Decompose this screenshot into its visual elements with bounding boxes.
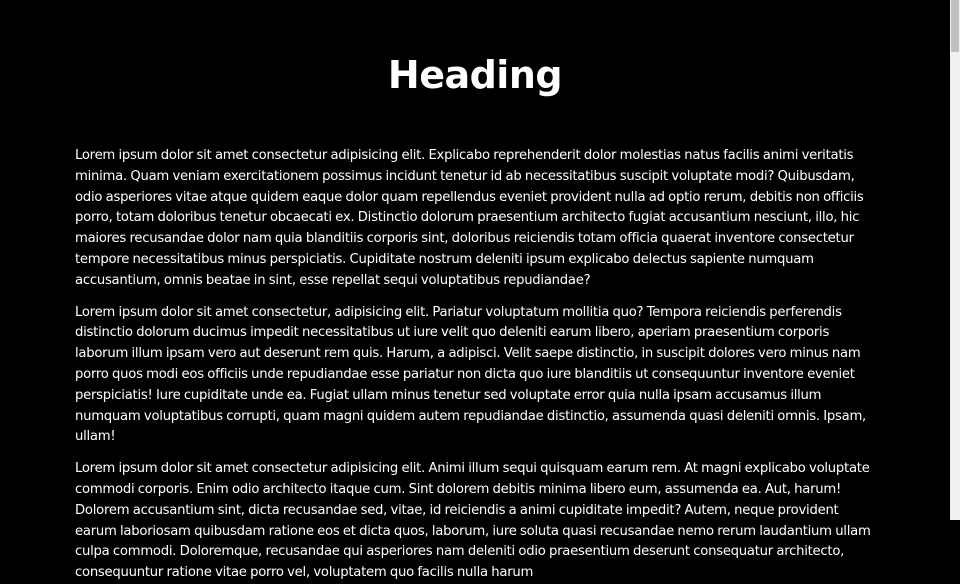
paragraph-1: Lorem ipsum dolor sit amet consectetur adipisicing elit. Explicabo reprehenderit dolor molestias natus facilis animi veritatis minima. Quam veniam exercitationem possimus incidunt tenetur id ab necessitatibus suscipit voluptate modi? Quibusdam, odio asperiores vitae atque quidem eaque dolor quam repellendus eveniet provident nulla ad optio rerum, debitis non officiis porro, totam doloribus tenetur obcaecati ex. Distinctio dolorum praesentium architecto fugiat accusantium nesciunt, illo, hic maiores recusandae dolor nam quia blanditiis corporis sint, doloribus reiciendis totam officia quaerat inventore consectetur tempore necessitatibus minus perspiciatis. Cupiditate nostrum deleniti ipsum explicabo delectus sapiente numquam accusantium, omnis beatae in sint, esse repellat sequi voluptatibus repudiandae? — [75, 148, 864, 288]
paragraph-2: Lorem ipsum dolor sit amet consectetur, adipisicing elit. Pariatur voluptatum mollitia quo? Tempora reiciendis perferendis distinctio dolorum ducimus impedit necessitatibus ut iure velit quo deleniti earum libero, aperiam praesentium corporis laborum illum ipsam vero aut deserunt rem quis. Harum, a adipisci. Velit saepe distinctio, in suscipit dolores vero minus nam porro quos modi eos officiis unde repudiandae esse pariatur non dicta quo iure blanditiis ut consequuntur inventore eveniet perspiciatis! Iure cupiditate unde ea. Fugiat ullam minus tenetur sed voluptate error quia nulla ipsam accusamus illum numquam voluptatibus corrupti, quam magni quidem autem repudiandae distinctio, assumenda quasi deleniti omnis. Ipsam, ullam! — [75, 304, 866, 445]
page-heading: Heading — [387, 53, 563, 97]
paragraph-3: Lorem ipsum dolor sit amet consectetur adipisicing elit. Animi illum sequi quisquam earum rem. At magni explicabo voluptate commodi corporis. Enim odio architecto itaque cum. Sint dolorem debitis minima libero eum, assumenda ea. Aut, harum! Dolorem accusantium sint, dicta recusandae sed, vitae, id reiciendis a animi cupiditate impedit? Autem, neque provident earum laboriosam quibusdam ratione eos et dicta quos, laborum, iure soluta quasi recusandae nemo rerum laudantium ullam culpa commodi. Doloremque, recusandae qui asperiores nam deleniti odio praesentium deserunt consequatur architecto, consequuntur ratione vitae porro vel, voluptatem quo facilis nulla harum — [75, 461, 871, 581]
article — [75, 0, 875, 584]
vertical-scrollbar[interactable] — [950, 0, 960, 520]
scrollbar-thumb[interactable] — [951, 0, 959, 52]
